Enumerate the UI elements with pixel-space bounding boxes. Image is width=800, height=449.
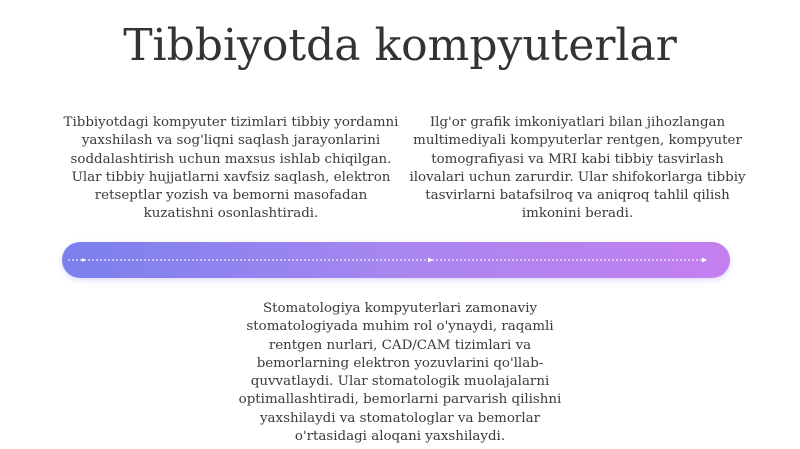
arrow-icon xyxy=(428,258,433,263)
section-text-3: Stomatologiya kompyuterlari zamonaviy stomatologiyada muhim rol o'ynaydi, raqamli rentgen nurlari, CAD/CAM tizimlari va bemorlarning elektron yozuvlarini qo'llab-quvvatlaydi. Ular stomatologik muolajalarni optimallashtiradi, bemorlarni parvarish qilishni yaxshilaydi va stomatologlar va bemorlar o'rtasidagi aloqani yaxshilaydi. xyxy=(238,301,562,445)
slide-title: Tibbiyotda kompyuterlar xyxy=(123,20,677,71)
section-text-2: Ilg'or grafik imkoniyatlari bilan jihozlangan multimediyali kompyuterlar rentgen, kompyuter tomografiyasi va MRI kabi tibbiy tasvirlash ilovalari uchun zarurdir. Ular shifokorlarga tibbiy tasvirlarni batafsilroq va aniqroq tahlil qilish imkonini beradi. xyxy=(409,115,746,222)
arrow-icon xyxy=(702,258,707,263)
section-text-1: Tibbiyotdagi kompyuter tizimlari tibbiy yordamni yaxshilash va sog'liqni saqlash jarayonlarini soddalashtirish uchun maxsus ishlab chiqilgan. Ular tibbiy hujjatlarni xavfsiz saqlash, elektron retseptlar yozish va bemorni masofadan kuzatishni osonlashtiradi. xyxy=(63,115,399,222)
timeline-bar xyxy=(62,242,730,278)
arrow-icon xyxy=(82,258,86,262)
timeline-arrows xyxy=(62,242,730,278)
